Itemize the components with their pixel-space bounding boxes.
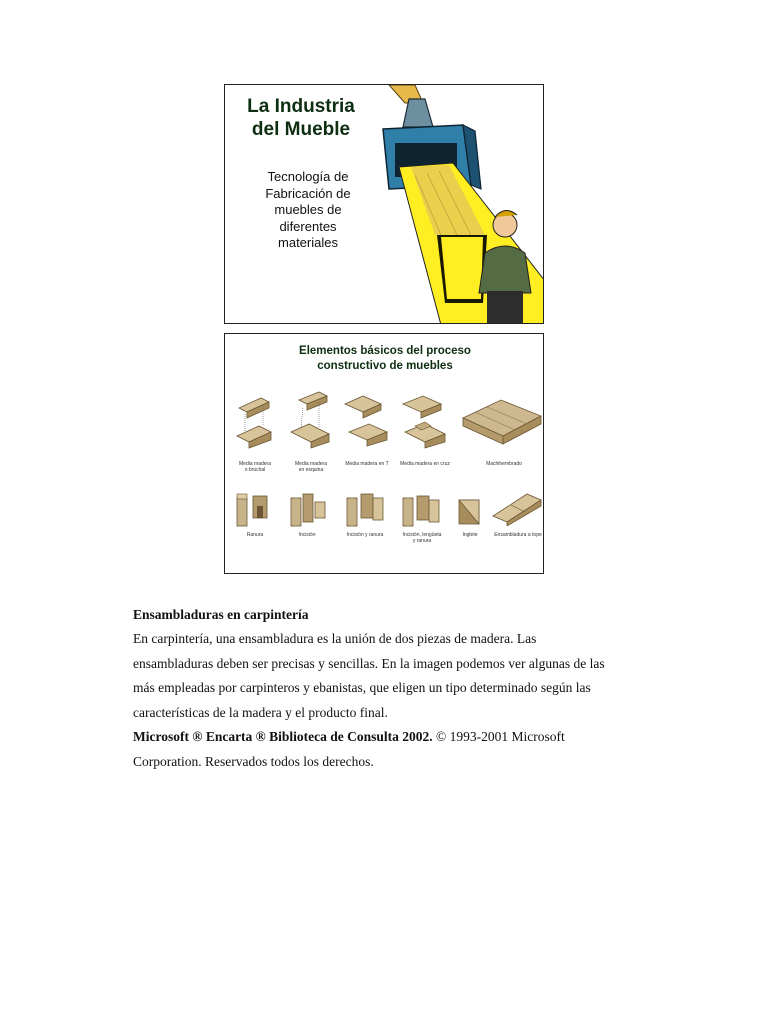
source-credit [133, 725, 653, 774]
caption-t-half-lap: Media madera en T [345, 461, 389, 467]
joint-incision-groove-icon [345, 492, 387, 528]
caption-groove: Ranura [246, 532, 264, 538]
joint-butt-joint-icon [491, 490, 543, 526]
slide1-subtitle: Tecnología de Fabricación de muebles de diferentes materiales [265, 169, 351, 250]
joint-half-lap-icon [235, 390, 275, 450]
joint-tongue-and-groove-icon [461, 398, 543, 448]
caption-incision-groove: Incisión y ranura [346, 532, 384, 538]
joint-miter-icon [457, 496, 483, 528]
joint-t-half-lap-icon [343, 392, 391, 448]
machine-illustration [375, 85, 544, 324]
caption-butt-joint: Ensambladura a tope [494, 532, 542, 538]
section-heading: Ensambladuras en carpintería [133, 607, 309, 622]
caption-corner-half-lap: Media madera en esquina [295, 461, 327, 473]
caption-incision: Incisión [298, 532, 316, 538]
joint-groove-icon [235, 492, 275, 528]
credit-rights: Corporation. Reservados todos los derechos. [133, 753, 374, 769]
joint-cross-half-lap-icon [401, 392, 449, 450]
credit-source-title: Microsoft ® Encarta ® Biblioteca de Consulta 2002. [133, 729, 433, 744]
joint-incision-icon [289, 492, 329, 528]
slide-joinery-elements [224, 333, 544, 574]
caption-miter: Inglete [462, 532, 478, 538]
credit-copyright: © 1993-2001 Microsoft [432, 729, 565, 744]
slide1-title: La Industria del Mueble [247, 96, 355, 140]
body-paragraph: En carpintería, una ensambladura es la unión de dos piezas de madera. Las ensambladuras deben ser precisas y sencillas. En la imagen podemos ver algunas de las más empleadas por carpinteros y ebanistas, que eligen un tipo determinado según las características de la madera y el producto final. [133, 631, 605, 720]
caption-cross-half-lap: Media madera en cruz [400, 461, 450, 467]
caption-incision-tongue-groove: Incisión, lengüeta y ranura [402, 532, 442, 544]
joint-corner-half-lap-icon [289, 388, 333, 450]
slide-furniture-industry [224, 84, 544, 324]
caption-half-lap: Media madera o bruchal [239, 461, 271, 473]
joint-incision-tongue-groove-icon [401, 492, 443, 528]
slide2-title: Elementos básicos del proceso constructivo de muebles [299, 345, 471, 372]
caption-tongue-and-groove: Machihembrado [486, 461, 522, 467]
